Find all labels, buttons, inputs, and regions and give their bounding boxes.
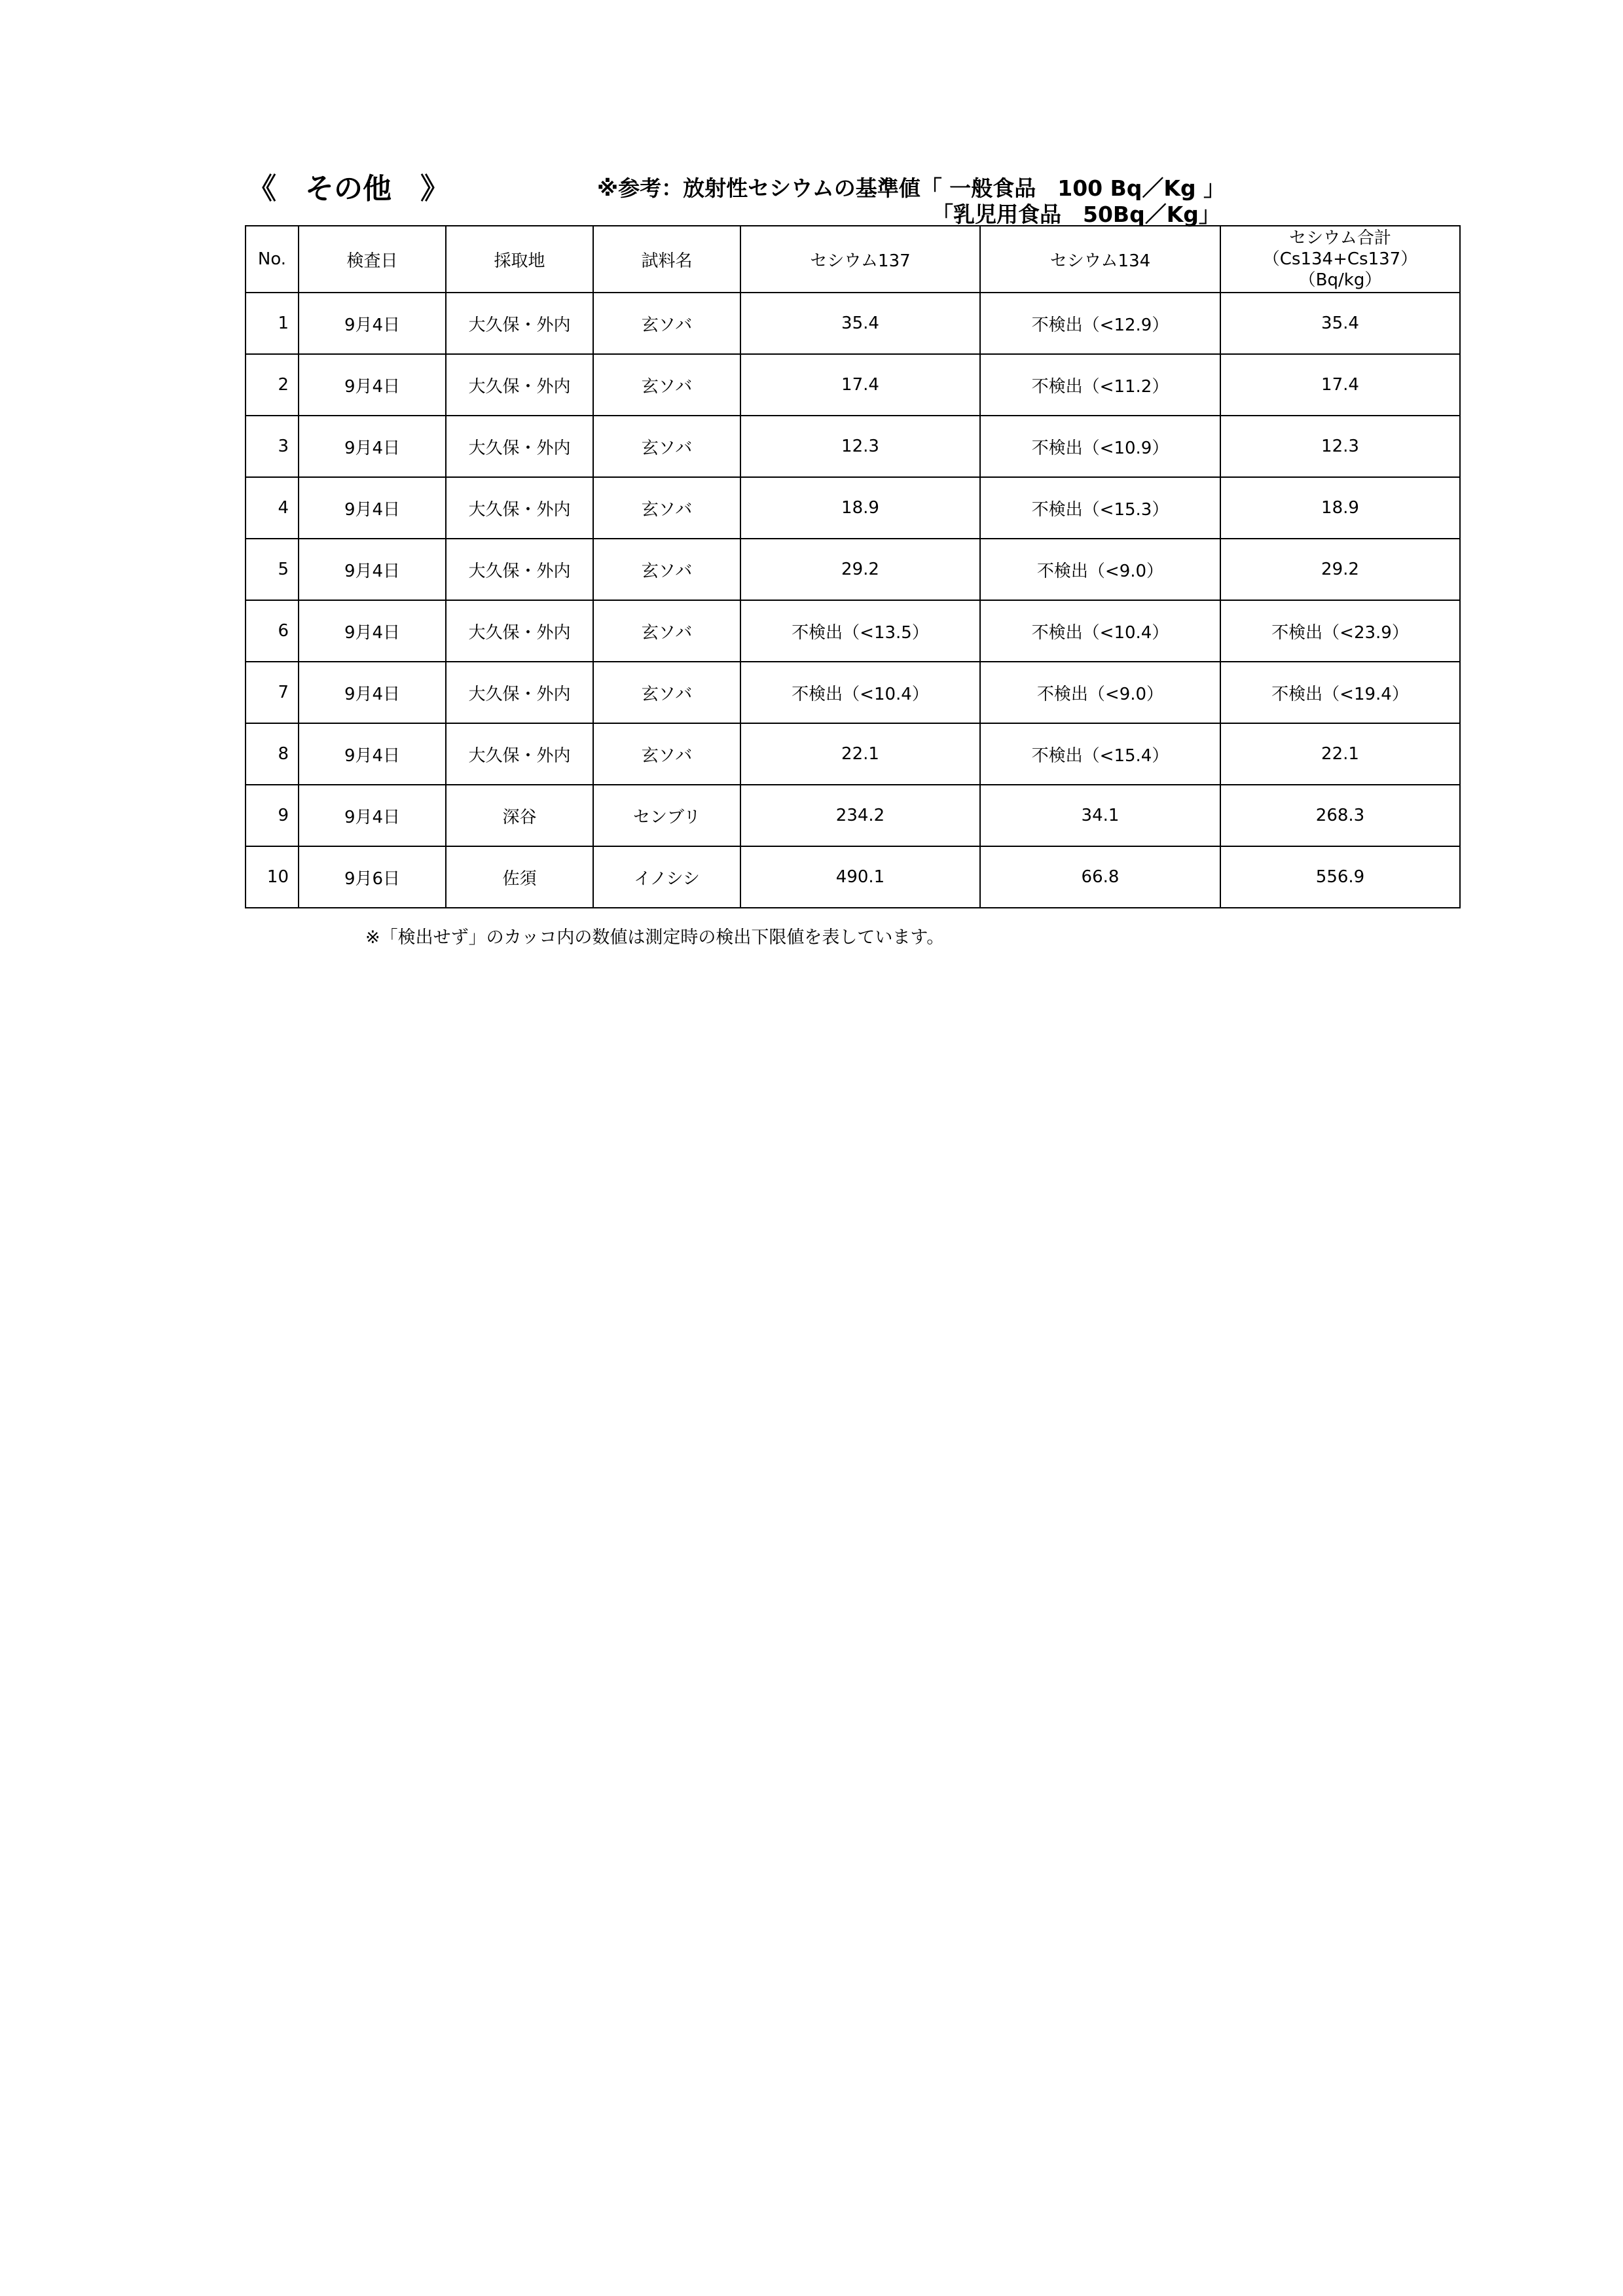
cell-no: 9 [246,785,299,846]
cell-cs134: 不検出（<15.4） [980,723,1220,785]
cell-cs137: 35.4 [740,293,980,354]
cell-location: 大久保・外内 [446,416,593,477]
cell-date: 9月4日 [299,354,446,416]
cell-cs134: 34.1 [980,785,1220,846]
cell-location: 深谷 [446,785,593,846]
cell-location: 大久保・外内 [446,293,593,354]
cell-sample: 玄ソバ [593,354,740,416]
cell-cs137: 不検出（<10.4） [740,662,980,723]
cell-total: 17.4 [1220,354,1460,416]
cell-cs134: 66.8 [980,846,1220,908]
cell-sample: 玄ソバ [593,293,740,354]
cell-date: 9月4日 [299,416,446,477]
header-cs134: セシウム134 [980,226,1220,293]
table-row [246,846,1460,908]
header-total [1220,226,1460,293]
table-row [246,600,1460,662]
cell-total: 22.1 [1220,723,1460,785]
header-total-formula: （Cs134+Cs137） [1262,249,1418,269]
footnote: ※「検出せず」のカッコ内の数値は測定時の検出下限値を表しています。 [365,927,945,948]
cell-cs134: 不検出（<12.9） [980,293,1220,354]
header-no: No. [246,226,299,293]
cell-location: 大久保・外内 [446,600,593,662]
cell-sample: 玄ソバ [593,477,740,539]
cell-cs134: 不検出（<11.2） [980,354,1220,416]
cell-total: 35.4 [1220,293,1460,354]
cell-date: 9月4日 [299,785,446,846]
cell-no: 5 [246,539,299,600]
cell-location: 大久保・外内 [446,354,593,416]
cell-sample: 玄ソバ [593,600,740,662]
cell-no: 3 [246,416,299,477]
cell-total: 不検出（<19.4） [1220,662,1460,723]
table-body [246,293,1460,908]
cell-cs137: 490.1 [740,846,980,908]
cell-date: 9月4日 [299,723,446,785]
cell-date: 9月4日 [299,477,446,539]
cell-total: 29.2 [1220,539,1460,600]
cell-total: 556.9 [1220,846,1460,908]
cell-no: 7 [246,662,299,723]
table-row [246,662,1460,723]
header-total-label: セシウム合計 [1289,228,1391,248]
cell-cs137: 17.4 [740,354,980,416]
cell-sample: 玄ソバ [593,416,740,477]
cell-total: 268.3 [1220,785,1460,846]
cell-no: 2 [246,354,299,416]
cell-cs137: 12.3 [740,416,980,477]
cell-date: 9月6日 [299,846,446,908]
cell-sample: 玄ソバ [593,662,740,723]
header-sample: 試料名 [593,226,740,293]
header-date: 検査日 [299,226,446,293]
cell-no: 4 [246,477,299,539]
cell-cs134: 不検出（<10.4） [980,600,1220,662]
results-table [245,225,1461,908]
cell-location: 佐須 [446,846,593,908]
cell-date: 9月4日 [299,662,446,723]
header-total-unit: （Bq/kg） [1298,270,1382,290]
cell-location: 大久保・外内 [446,477,593,539]
table-row [246,354,1460,416]
cell-date: 9月4日 [299,293,446,354]
cell-cs134: 不検出（<15.3） [980,477,1220,539]
cell-cs134: 不検出（<10.9） [980,416,1220,477]
cell-no: 10 [246,846,299,908]
header-cs137: セシウム137 [740,226,980,293]
cell-total: 不検出（<23.9） [1220,600,1460,662]
cell-cs137: 18.9 [740,477,980,539]
cell-location: 大久保・外内 [446,662,593,723]
table-row [246,785,1460,846]
reference-standard-general: ※参考：放射性セシウムの基準値「 一般食品 100 Bq／Kg 」 [597,175,1226,201]
cell-no: 8 [246,723,299,785]
cell-cs137: 不検出（<13.5） [740,600,980,662]
cell-sample: イノシシ [593,846,740,908]
header-location: 採取地 [446,226,593,293]
cell-sample: 玄ソバ [593,723,740,785]
table-row [246,723,1460,785]
table-row [246,477,1460,539]
section-title: 《 その他 》 [247,172,449,206]
table-row [246,416,1460,477]
table-header-row [246,226,1460,293]
cell-cs137: 234.2 [740,785,980,846]
cell-cs134: 不検出（<9.0） [980,539,1220,600]
reference-standard-infant: 「乳児用食品 50Bq／Kg」 [932,202,1220,227]
cell-cs134: 不検出（<9.0） [980,662,1220,723]
table-row [246,539,1460,600]
cell-date: 9月4日 [299,600,446,662]
cell-no: 1 [246,293,299,354]
cell-cs137: 22.1 [740,723,980,785]
cell-location: 大久保・外内 [446,723,593,785]
cell-date: 9月4日 [299,539,446,600]
table-row [246,293,1460,354]
cell-sample: 玄ソバ [593,539,740,600]
cell-cs137: 29.2 [740,539,980,600]
cell-total: 12.3 [1220,416,1460,477]
cell-location: 大久保・外内 [446,539,593,600]
cell-sample: センブリ [593,785,740,846]
cell-total: 18.9 [1220,477,1460,539]
cell-no: 6 [246,600,299,662]
